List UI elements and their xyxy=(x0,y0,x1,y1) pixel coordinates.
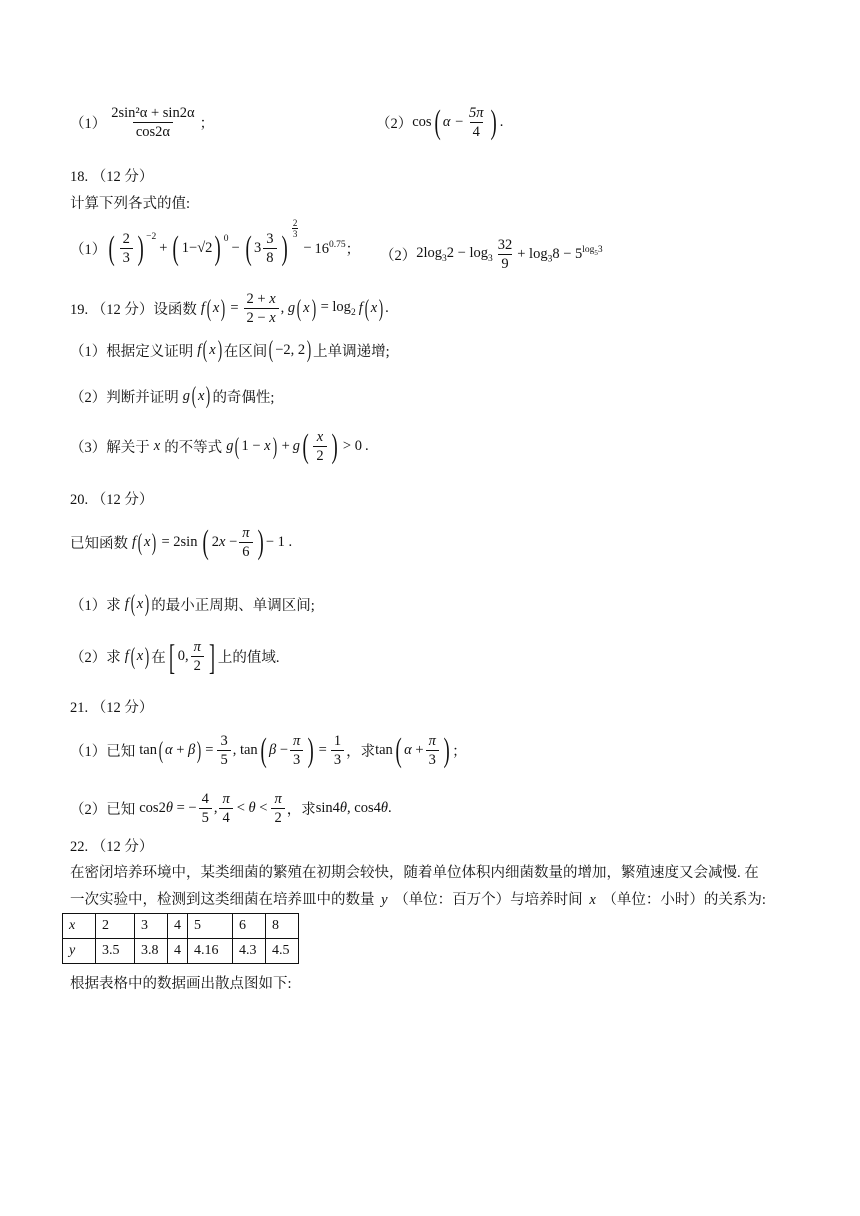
q21-p1-rp3: ) xyxy=(443,731,450,769)
q19-p3-lp2: ( xyxy=(302,427,309,465)
q21-p1-frac1 xyxy=(217,732,230,769)
table-header-x: x xyxy=(63,914,96,939)
table-row-x xyxy=(63,914,299,939)
q17-part1-denominator: cos2α xyxy=(133,122,173,141)
q20-frac-den: 6 xyxy=(239,542,252,561)
q22-var-x: x xyxy=(589,892,596,908)
table-cell: 2 xyxy=(96,914,135,939)
q19-p3-arg1: 1 − x xyxy=(241,438,271,454)
table-cell: 4.16 xyxy=(188,939,233,964)
q17-part2-cos: cos xyxy=(412,114,432,130)
q19-p3-rp2: ) xyxy=(331,427,338,465)
q20-part1-end: 的最小正周期、单调区间; xyxy=(151,597,315,614)
q18-p1-frac-2-3 xyxy=(120,230,133,267)
q20-part2-end: 上的值域. xyxy=(217,650,280,666)
q21-p1-frac2-num: π xyxy=(293,733,301,749)
q18-p1-minus: − xyxy=(231,240,240,256)
q19-part2 xyxy=(70,384,274,408)
q18-p1-minus2: − xyxy=(303,240,312,256)
q19-lp: ( xyxy=(206,295,212,322)
q20-intro xyxy=(70,524,292,561)
q19-part1 xyxy=(70,338,390,362)
table-cell: 4 xyxy=(168,914,188,939)
q21-p1-frac2 xyxy=(290,732,303,769)
q21-heading: 21. （12 分） xyxy=(70,700,154,716)
q21-p1-frac1-num: 3 xyxy=(220,733,228,749)
q18-p2-frac-den: 9 xyxy=(498,254,511,273)
table-cell: 5 xyxy=(188,914,233,939)
q18-p1-one-minus-sqrt2: 1−√2 xyxy=(181,240,213,256)
q19-heading-text: 19. （12 分）设函数 xyxy=(70,302,197,318)
q21-p2-frac1 xyxy=(199,790,212,827)
q19-frac-num: 2 + x xyxy=(246,291,276,307)
q19-part1-mid: 在区间 xyxy=(223,343,268,360)
q21-p1-frac3-den: 3 xyxy=(331,750,344,769)
q19-p3-frac-num: x xyxy=(316,429,324,445)
q20-rp: ) xyxy=(152,529,157,556)
q22-var-y: y xyxy=(381,892,388,908)
q22-data-table xyxy=(62,913,299,964)
q18-p1-exp-2-3 xyxy=(292,218,299,239)
q21-p1-alpha: α + xyxy=(404,742,424,758)
q22-heading: 22. （12 分） xyxy=(70,839,154,855)
q20-p2-lbrack: [ xyxy=(168,636,175,677)
q21-p1-lp2: ( xyxy=(260,731,267,769)
q19-heading xyxy=(70,290,389,327)
table-row-y xyxy=(63,939,299,964)
q17-part1-fraction xyxy=(108,104,197,141)
q18-p1-plus: + xyxy=(159,240,168,256)
q18-p1-exp-num: 2 xyxy=(292,218,298,228)
q17-part2-rparen: ) xyxy=(491,103,498,141)
q21-p1-frac4-num: π xyxy=(428,733,436,749)
q21-part1-label: （1）已知 xyxy=(70,744,136,760)
q21-p1-eq1: = xyxy=(205,742,214,758)
q19-p3-g2: g xyxy=(292,438,300,454)
table-cell: 4 xyxy=(168,939,188,964)
q19-frac xyxy=(244,290,279,327)
q20-f: f xyxy=(132,534,137,550)
q21-part2 xyxy=(70,790,392,827)
q21-p1-frac2-den: 3 xyxy=(290,750,303,769)
q19-frac-den: 2 − x xyxy=(244,308,279,327)
table-cell: 8 xyxy=(266,914,299,939)
q18-p1-lparen3: ( xyxy=(245,229,252,267)
q20-p2-x: x xyxy=(136,648,144,664)
q21-p1-frac3 xyxy=(331,732,344,769)
q21-part1-mid: ，求 xyxy=(346,744,376,760)
q21-p2-frac2-den: 4 xyxy=(219,808,232,827)
q19-p1-rp: ) xyxy=(217,337,222,363)
q17-part1-end: ； xyxy=(199,116,215,132)
q19-rp2: ) xyxy=(311,295,316,322)
q18-part2-label: （2） xyxy=(380,248,417,264)
q19-p2-x: x xyxy=(198,387,205,404)
q20-p2-frac xyxy=(191,638,204,675)
q19-period: . xyxy=(385,300,389,316)
q21-part1-end: ； xyxy=(452,744,467,760)
q19-p1-x: x xyxy=(209,341,216,358)
q19-part3-end: . xyxy=(364,438,369,454)
q19-p3-frac-den: 2 xyxy=(313,446,326,465)
q18-part2 xyxy=(380,236,603,273)
q21-p1-beta: β − xyxy=(269,742,289,758)
q18-p1-three: 3 xyxy=(254,240,262,256)
q21-p1-lp1: ( xyxy=(158,737,164,764)
q22-paragraph-line2 xyxy=(70,889,766,911)
q17-part1 xyxy=(70,104,214,141)
q21-p2-frac3 xyxy=(271,790,284,827)
q19-x3: x xyxy=(370,300,378,316)
q18-part1-end: ； xyxy=(345,242,361,258)
table-cell: 6 xyxy=(233,914,266,939)
q17-part1-numerator: 2sin²α + sin2α xyxy=(111,105,195,121)
q21-p2-comma: , xyxy=(213,800,218,816)
q19-p2-rp: ) xyxy=(206,383,211,409)
q18-p1-sixteen: $16^{0.75}$ xyxy=(314,239,346,257)
q18-p1-exp1: −2 xyxy=(146,232,157,242)
q19-part3-mid: 的不等式 xyxy=(164,440,223,456)
q19-eq: = xyxy=(230,300,239,316)
q19-p3-rp1: ) xyxy=(272,433,277,460)
q21-p1-tan1: tan xyxy=(139,742,157,758)
q20-part2-mid: 在 xyxy=(151,650,166,666)
q18-p2-frac xyxy=(495,236,516,273)
q18-p1-frac-num: 2 xyxy=(122,231,130,247)
q17-part2-fraction xyxy=(466,104,487,141)
q19-p1-lp: ( xyxy=(203,337,208,363)
q17-part2-inner: α − xyxy=(442,114,464,130)
q19-p2-g: g xyxy=(182,387,190,404)
q19-p3-x: x xyxy=(153,438,161,454)
q18-intro: 计算下列各式的值: xyxy=(70,196,191,212)
q20-p1-rp: ) xyxy=(145,591,150,617)
q18-p1-lparen1: ( xyxy=(108,229,116,267)
table-cell: 4.5 xyxy=(266,939,299,964)
q20-p1-f: f xyxy=(124,595,129,612)
q21-p1-frac4 xyxy=(426,732,439,769)
table-cell: 3 xyxy=(135,914,168,939)
q18-p1-rparen1: ) xyxy=(137,229,144,267)
q20-frac-num: π xyxy=(242,525,250,541)
q21-p2-frac3-num: π xyxy=(274,791,282,807)
q22-line2-c: （单位：小时）的关系为: xyxy=(602,892,766,908)
q21-p1-tan3: tan xyxy=(375,742,393,758)
q17-part2-frac-num: 5π xyxy=(468,105,484,121)
q19-rp: ) xyxy=(221,295,226,322)
q19-eq2: = $\log_2$ xyxy=(320,299,356,318)
q19-p1-int-rp: ) xyxy=(306,337,312,363)
q19-rp3: ) xyxy=(378,295,384,322)
q19-part1-label: （1）根据定义证明 xyxy=(70,343,194,360)
q18-p2-frac-num: 32 xyxy=(497,237,513,253)
q21-p2-frac1-num: 4 xyxy=(201,791,209,807)
q18-p1-frac38-num: 3 xyxy=(266,231,274,247)
q19-p3-lp1: ( xyxy=(235,433,240,460)
q20-p2-frac-num: π xyxy=(193,639,201,655)
q19-p1-int-lp: ( xyxy=(269,337,274,363)
q18-p1-exp-den: 3 xyxy=(292,229,298,239)
q21-p2-frac1-den: 5 xyxy=(199,808,212,827)
q19-part2-end: 的奇偶性; xyxy=(212,389,275,406)
q19-p1-f: f xyxy=(197,341,202,358)
q18-p1-frac-den: 3 xyxy=(120,248,133,267)
q18-part1-label: （1） xyxy=(70,242,107,258)
q20-heading: 20. （12 分） xyxy=(70,492,154,508)
q21-part2-end: . xyxy=(388,800,392,816)
q21-p2-frac3-den: 2 xyxy=(271,808,284,827)
q19-part1-end: 上单调递增; xyxy=(313,343,390,360)
q19-p3-g1: g xyxy=(226,438,234,454)
q20-p2-f: f xyxy=(124,648,129,664)
q20-p1-x: x xyxy=(136,595,144,612)
q19-fx: f xyxy=(200,300,205,316)
q18-part1 xyxy=(70,218,361,267)
q21-p1-frac3-num: 1 xyxy=(333,733,342,749)
q20-part1-label: （1）求 xyxy=(70,597,121,614)
q21-part2-mid: ，求 xyxy=(286,802,316,818)
q19-p3-plus: + xyxy=(281,438,290,454)
table-cell: 4.3 xyxy=(233,939,266,964)
q21-p1-frac1-den: 5 xyxy=(217,750,230,769)
q19-lp3: ( xyxy=(364,295,369,322)
q19-x: x xyxy=(212,300,220,316)
q20-2x: 2x − xyxy=(211,534,238,550)
q20-p2-rp: ) xyxy=(145,643,150,670)
table-header-y: y xyxy=(63,939,96,964)
q21-p2-frac2 xyxy=(219,790,232,827)
q22-line2-a: 一次实验中，检测到这类细菌在培养皿中的数量 xyxy=(70,892,375,908)
q19-fx2: f xyxy=(358,300,363,316)
table-cell: 3.5 xyxy=(96,939,135,964)
q20-p2-rbrack: ] xyxy=(208,636,215,677)
q17-part2-frac-den: 4 xyxy=(470,122,483,141)
q21-p1-tan2: , tan xyxy=(232,742,258,758)
q20-part1 xyxy=(70,592,315,616)
q19-p2-lp: ( xyxy=(191,383,197,409)
q20-x: x xyxy=(144,534,151,550)
q18-p1-frac38-den: 8 xyxy=(263,248,276,267)
q20-intro-text: 已知函数 xyxy=(70,536,128,552)
q20-rp2: ) xyxy=(257,523,264,561)
q19-p3-frac xyxy=(313,428,326,465)
q21-p2-sin: sin4θ, cos4θ xyxy=(315,800,388,816)
q21-p2-cos: cos2θ = − xyxy=(139,800,197,816)
q21-p1-frac4-den: 3 xyxy=(426,750,439,769)
q19-p3-gt: > 0 xyxy=(342,438,362,454)
q17-part1-label: （1） xyxy=(70,116,107,132)
q22-after-table: 根据表格中的数据画出散点图如下: xyxy=(70,976,292,992)
q17-part2 xyxy=(376,104,503,141)
table-cell: 3.8 xyxy=(135,939,168,964)
q19-part3-label: （3）解关于 xyxy=(70,440,150,456)
q18-p1-frac-3-8 xyxy=(263,230,276,267)
q20-frac xyxy=(239,524,252,561)
q21-p2-theta: < θ < xyxy=(236,800,268,816)
q20-eq: = 2sin xyxy=(161,534,198,550)
q19-x2: x xyxy=(303,300,310,316)
q18-p1-rparen3: ) xyxy=(281,229,288,267)
q18-heading: 18. （12 分） xyxy=(70,169,154,185)
q19-p1-interval: −2, 2 xyxy=(275,341,306,358)
q18-p1-exp0: 0 xyxy=(223,234,229,244)
q19-lp2: ( xyxy=(296,295,302,322)
q17-part2-lparen: ( xyxy=(434,103,441,141)
q20-part2-label: （2）求 xyxy=(70,650,121,666)
q20-p2-frac-den: 2 xyxy=(191,656,204,675)
q21-p1-lp3: ( xyxy=(395,731,402,769)
q17-part2-end: . xyxy=(499,114,504,130)
q19-part3 xyxy=(70,428,369,465)
q18-p1-lparen2: ( xyxy=(173,229,180,267)
q19-gx: , g xyxy=(280,300,296,316)
q20-p2-lp: ( xyxy=(130,643,135,670)
q20-p1-lp: ( xyxy=(130,591,135,617)
q18-p2-term1: $2\log_32 - \log_3$ xyxy=(416,245,493,264)
q18-p2-term2: + $\log_38 - 5^{log_53}$ xyxy=(517,244,603,265)
q20-minus1: − 1 . xyxy=(265,534,293,550)
q21-p1-rp1: ) xyxy=(197,737,202,764)
q17-part2-label: （2） xyxy=(376,116,413,132)
q22-line2-b: （单位：百万个）与培养时间 xyxy=(394,892,583,908)
q19-part2-label: （2）判断并证明 xyxy=(70,389,179,406)
q21-part1 xyxy=(70,732,467,769)
q20-part2 xyxy=(70,638,279,675)
q21-p1-arg1: α + β xyxy=(164,742,196,758)
q20-lp: ( xyxy=(137,529,143,556)
q21-p2-frac2-num: π xyxy=(222,791,230,807)
q21-p1-rp2: ) xyxy=(307,731,315,769)
q21-part2-label: （2）已知 xyxy=(70,802,136,818)
q22-paragraph-line1: 在密闭培养环境中，某类细菌的繁殖在初期会较快，随着单位体积内细菌数量的增加，繁殖速度又会减慢. 在 xyxy=(70,865,759,881)
q18-p1-rparen2: ) xyxy=(214,229,222,267)
q21-p1-eq2: = xyxy=(318,742,327,758)
q20-lp2: ( xyxy=(203,523,210,561)
q20-p2-zero: 0, xyxy=(177,648,189,664)
